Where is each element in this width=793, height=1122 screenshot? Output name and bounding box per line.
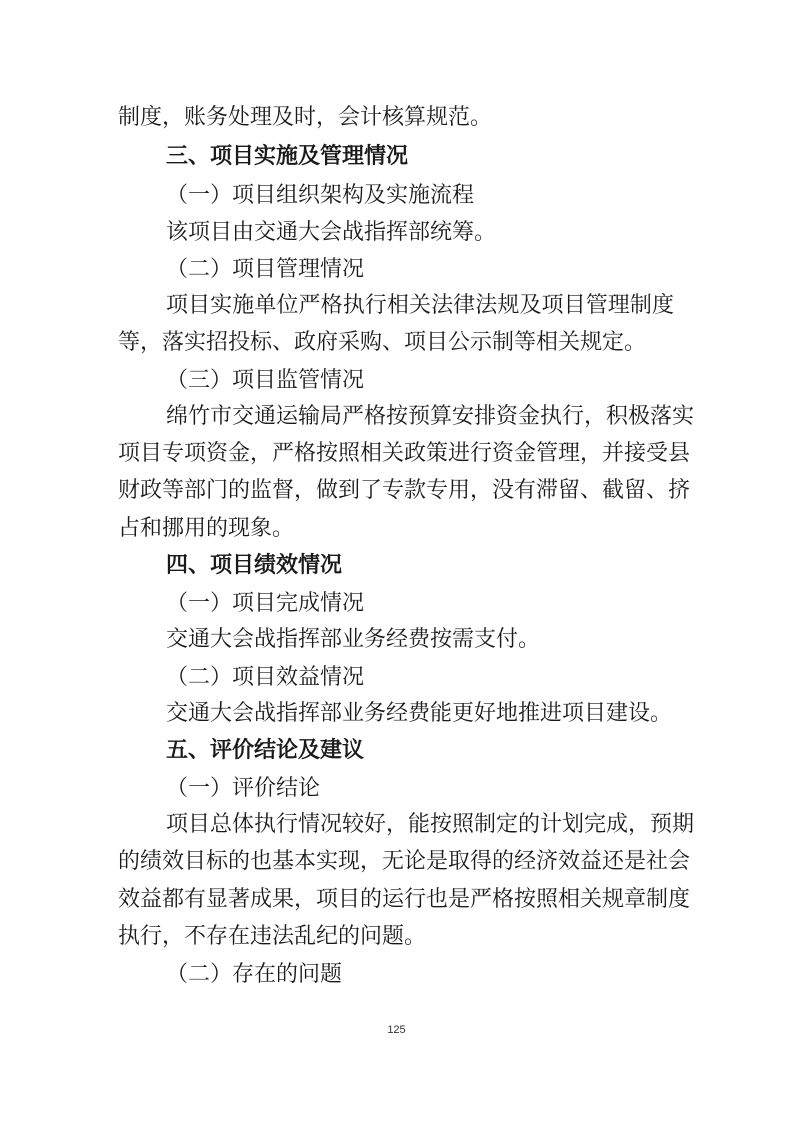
subsection-heading: （二）存在的问题 bbox=[166, 962, 343, 987]
paragraph-line: 绵竹市交通运输局严格按预算安排资金执行，积极落实 bbox=[166, 404, 695, 429]
paragraph-line: 占和挪用的现象。 bbox=[118, 516, 295, 541]
section-heading-4: 四、项目绩效情况 bbox=[166, 553, 343, 578]
subsection-heading: （一）项目组织架构及实施流程 bbox=[166, 183, 475, 208]
paragraph-line: 项目专项资金，严格按照相关政策进行资金管理，并接受县 bbox=[118, 441, 691, 466]
paragraph-line: 效益都有显著成果，项目的运行也是严格按照相关规章制度 bbox=[118, 887, 691, 912]
subsection-heading: （一）评价结论 bbox=[166, 776, 321, 801]
paragraph-line: 该项目由交通大会战指挥部统筹。 bbox=[166, 220, 497, 245]
subsection-heading: （一）项目完成情况 bbox=[166, 591, 365, 616]
section-heading-5: 五、评价结论及建议 bbox=[166, 738, 365, 763]
paragraph-line: 项目实施单位严格执行相关法律法规及项目管理制度 bbox=[166, 293, 674, 318]
subsection-heading: （三）项目监管情况 bbox=[166, 368, 365, 393]
paragraph-line: 财政等部门的监督，做到了专款专用，没有滞留、截留、挤 bbox=[118, 478, 691, 503]
paragraph-line: 交通大会战指挥部业务经费按需支付。 bbox=[166, 627, 541, 652]
paragraph-line: 交通大会战指挥部业务经费能更好地推进项目建设。 bbox=[166, 701, 673, 726]
paragraph-line: 项目总体执行情况较好，能按照制定的计划完成，预期 bbox=[166, 812, 695, 837]
page-number: 125 bbox=[387, 1024, 406, 1036]
paragraph-line: 等，落实招投标、政府采购、项目公示制等相关规定。 bbox=[118, 330, 647, 355]
subsection-heading: （二）项目效益情况 bbox=[166, 665, 365, 690]
paragraph-line: 制度，账务处理及时，会计核算规范。 bbox=[118, 105, 493, 130]
paragraph-line: 执行，不存在违法乱纪的问题。 bbox=[118, 924, 427, 949]
paragraph-line: 的绩效目标的也基本实现，无论是取得的经济效益还是社会 bbox=[118, 849, 691, 874]
subsection-heading: （二）项目管理情况 bbox=[166, 257, 365, 282]
section-heading-3: 三、项目实施及管理情况 bbox=[166, 144, 409, 169]
